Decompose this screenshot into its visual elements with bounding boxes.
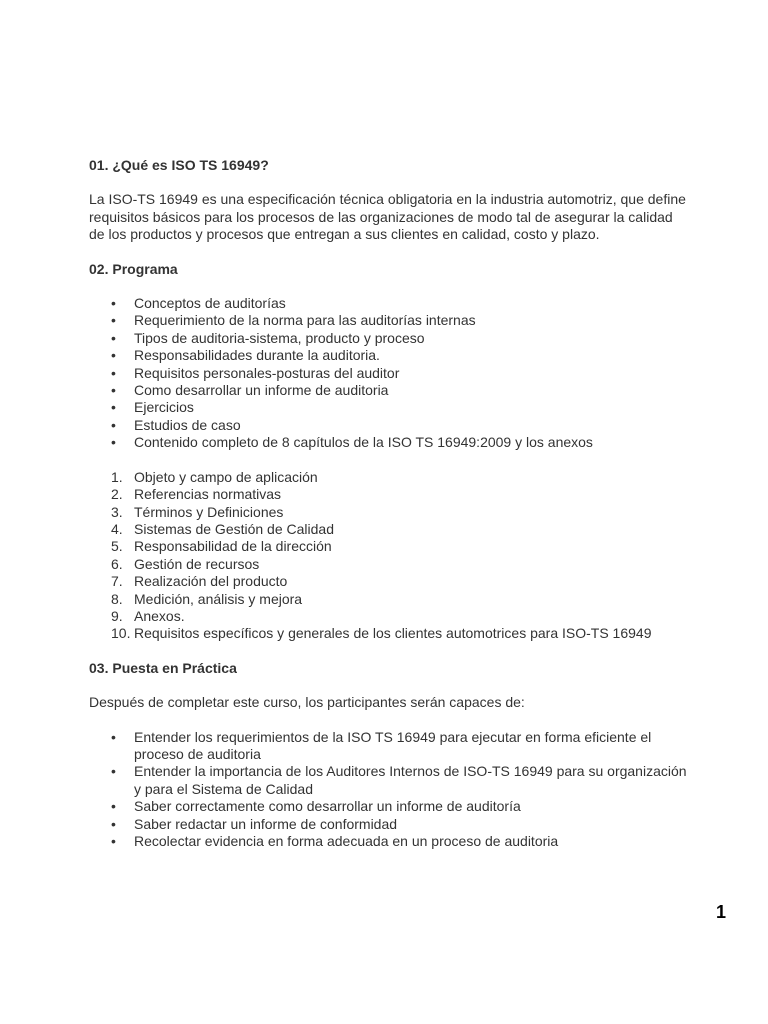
list-item-text: Términos y Definiciones	[134, 503, 284, 520]
list-item	[89, 486, 689, 503]
list-item-text: Anexos.	[134, 607, 185, 624]
list-number: 4.	[111, 520, 123, 537]
list-item: • Entender los requerimientos de la ISO TS 16949 para ejecutar en forma eficiente el proceso de auditoria	[89, 729, 689, 764]
list-item	[89, 591, 689, 608]
list-item: • Ejercicios	[89, 399, 689, 416]
list-item: • Contenido completo de 8 capítulos de la ISO TS 16949:2009 y los anexos	[89, 434, 689, 451]
list-item: • Entender la importancia de los Auditores Internos de ISO-TS 16949 para su organización y para el Sistema de Calidad	[89, 763, 689, 798]
list-item-text: Responsabilidad de la dirección	[134, 538, 332, 555]
list-item	[89, 556, 689, 573]
list-number: 1.	[111, 468, 123, 485]
list-item: • Tipos de auditoria-sistema, producto y proceso	[89, 330, 689, 347]
list-number: 7.	[111, 573, 123, 590]
list-number: 9.	[111, 607, 123, 624]
list-item-text: Referencias normativas	[134, 486, 282, 503]
list-item: • Responsabilidades durante la auditoria.	[89, 347, 689, 364]
list-number: 6.	[111, 555, 123, 572]
list-item: • Como desarrollar un informe de auditoria	[89, 382, 689, 399]
list-item-text: Realización del producto	[134, 573, 288, 590]
list-item: • Estudios de caso	[89, 417, 689, 434]
list-number: 5.	[111, 538, 123, 555]
section-1-heading: 01. ¿Qué es ISO TS 16949?	[89, 157, 269, 173]
page-number: 1	[716, 902, 727, 922]
section-1-paragraph: La ISO-TS 16949 es una especificación técnica obligatoria en la industria automotriz, que define requisitos básicos para los procesos de las organizaciones de modo tal de asegurar la calidad de los productos y procesos que entregan a sus clientes en calidad, costo y plazo.	[89, 191, 686, 243]
list-item-text: Objeto y campo de aplicación	[134, 468, 318, 485]
program-bullet-list	[89, 295, 689, 452]
practice-bullet-list	[89, 729, 689, 851]
list-number: 10.	[111, 625, 131, 642]
chapters-numbered-list	[89, 469, 689, 643]
list-item	[89, 625, 689, 642]
list-number: 3.	[111, 503, 123, 520]
list-item	[89, 521, 689, 538]
list-item	[89, 504, 689, 521]
list-item	[89, 469, 689, 486]
list-item-text: Requisitos específicos y generales de los clientes automotrices para ISO-TS 16949	[134, 625, 652, 642]
section-2-heading: 02. Programa	[89, 260, 178, 277]
list-item: • Requerimiento de la norma para las auditorías internas	[89, 312, 689, 329]
list-number: 8.	[111, 590, 123, 607]
list-item: • Saber redactar un informe de conformidad	[89, 816, 689, 833]
list-item	[89, 608, 689, 625]
list-item-text: Medición, análisis y mejora	[134, 590, 303, 607]
list-item-text: Gestión de recursos	[134, 555, 260, 572]
list-item: • Saber correctamente como desarrollar un informe de auditoría	[89, 798, 689, 815]
list-item: • Requisitos personales-posturas del auditor	[89, 365, 689, 382]
section-3-heading: 03. Puesta en Práctica	[89, 659, 237, 676]
list-item	[89, 538, 689, 555]
section-3-intro: Después de completar este curso, los participantes serán capaces de:	[89, 694, 525, 711]
list-item: • Recolectar evidencia en forma adecuada en un proceso de auditoria	[89, 833, 689, 850]
list-item	[89, 573, 689, 590]
list-number: 2.	[111, 486, 123, 503]
document-body	[89, 157, 689, 850]
list-item: • Conceptos de auditorías	[89, 295, 689, 312]
list-item-text: Sistemas de Gestión de Calidad	[134, 520, 334, 537]
